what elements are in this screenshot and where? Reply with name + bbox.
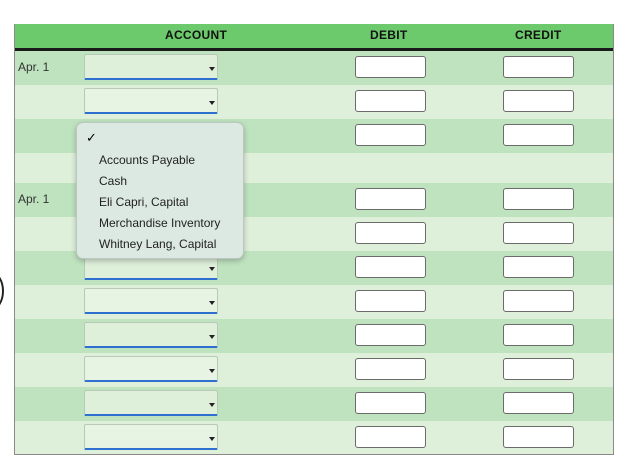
header-debit: DEBIT xyxy=(370,28,408,42)
account-select[interactable] xyxy=(84,390,218,416)
option-cash[interactable]: Cash xyxy=(99,174,128,188)
account-select[interactable] xyxy=(84,356,218,382)
option-merchandise-inventory[interactable]: Merchandise Inventory xyxy=(99,216,221,230)
table-row xyxy=(15,353,614,387)
option-accounts-payable[interactable]: Accounts Payable xyxy=(99,153,196,167)
account-select[interactable] xyxy=(84,88,218,114)
debit-input[interactable] xyxy=(355,124,426,146)
table-row xyxy=(15,285,614,319)
credit-input[interactable] xyxy=(503,222,574,244)
chevron-down-icon xyxy=(209,403,215,407)
credit-input[interactable] xyxy=(503,188,574,210)
credit-input[interactable] xyxy=(503,426,574,448)
account-dropdown-menu xyxy=(76,122,244,259)
chevron-down-icon xyxy=(209,301,215,305)
credit-input[interactable] xyxy=(503,124,574,146)
chevron-down-icon xyxy=(209,67,215,71)
chevron-down-icon xyxy=(209,369,215,373)
debit-input[interactable] xyxy=(355,426,426,448)
credit-input[interactable] xyxy=(503,392,574,414)
debit-input[interactable] xyxy=(355,290,426,312)
debit-input[interactable] xyxy=(355,222,426,244)
chevron-down-icon xyxy=(209,437,215,441)
credit-input[interactable] xyxy=(503,358,574,380)
account-select[interactable] xyxy=(84,424,218,450)
debit-input[interactable] xyxy=(355,256,426,278)
row-date: Apr. 1 xyxy=(18,192,50,206)
chevron-down-icon xyxy=(209,101,215,105)
debit-input[interactable] xyxy=(355,324,426,346)
option-whitney-lang-capital[interactable]: Whitney Lang, Capital xyxy=(99,237,217,251)
debit-input[interactable] xyxy=(355,392,426,414)
debit-input[interactable] xyxy=(355,90,426,112)
table-header xyxy=(15,24,614,51)
header-account: ACCOUNT xyxy=(165,28,228,42)
debit-input[interactable] xyxy=(355,358,426,380)
credit-input[interactable] xyxy=(503,56,574,78)
selected-checkmark[interactable]: ✓ xyxy=(86,130,97,145)
chevron-down-icon xyxy=(209,267,215,271)
chevron-down-icon xyxy=(209,335,215,339)
table-row xyxy=(15,421,614,455)
table-row xyxy=(15,319,614,353)
debit-input[interactable] xyxy=(355,56,426,78)
account-select[interactable] xyxy=(84,288,218,314)
row-date: Apr. 1 xyxy=(18,60,50,74)
table-row xyxy=(15,85,614,119)
credit-input[interactable] xyxy=(503,324,574,346)
credit-input[interactable] xyxy=(503,290,574,312)
partial-circle-indicator xyxy=(0,272,4,310)
header-credit: CREDIT xyxy=(515,28,562,42)
table-row xyxy=(15,387,614,421)
table-row xyxy=(15,51,614,85)
account-select[interactable] xyxy=(84,322,218,348)
credit-input[interactable] xyxy=(503,90,574,112)
debit-input[interactable] xyxy=(355,188,426,210)
account-select[interactable] xyxy=(84,54,218,80)
option-eli-capri-capital[interactable]: Eli Capri, Capital xyxy=(99,195,189,209)
credit-input[interactable] xyxy=(503,256,574,278)
